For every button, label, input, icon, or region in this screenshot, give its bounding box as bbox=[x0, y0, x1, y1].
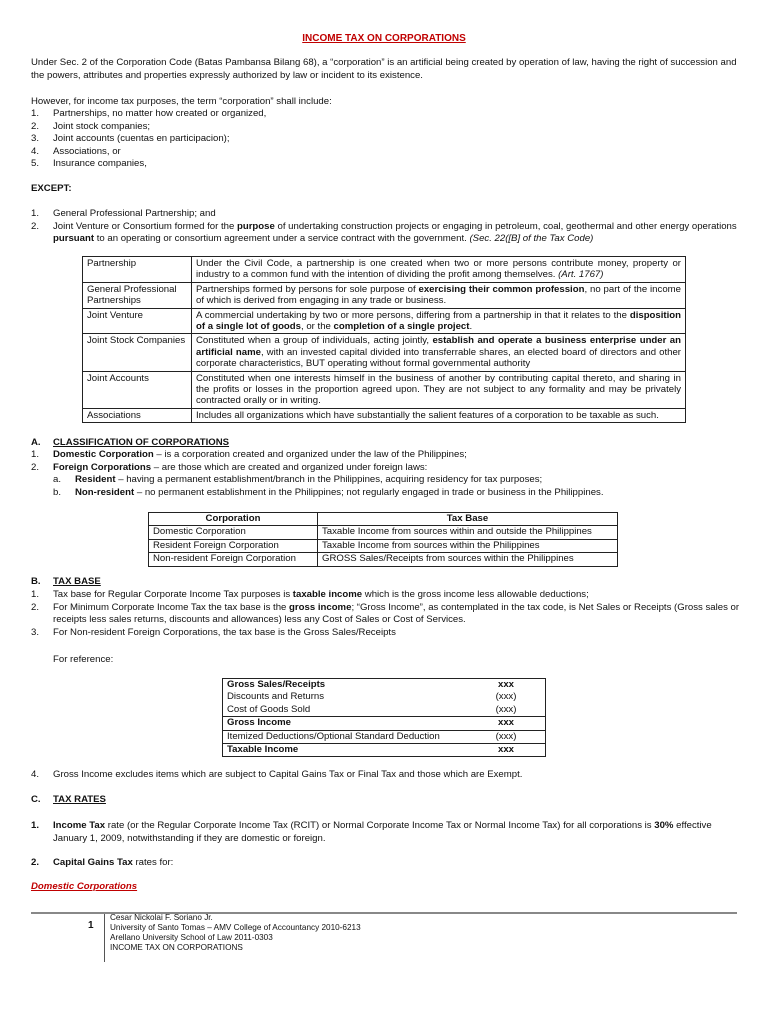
however-paragraph: However, for income tax purposes, the term “corporation” shall include: bbox=[31, 96, 332, 107]
definition-cell: Constituted when a group of individuals, acting jointly, establish and operate a business enterprise under an artificial name, with an invested capital divided into transferrable shares, an elected board of directors and other corporate characteristics, BUT operating without formal governmental authority bbox=[192, 334, 686, 371]
for-reference-label: For reference: bbox=[53, 654, 114, 665]
footer-line: INCOME TAX ON CORPORATIONS bbox=[110, 943, 243, 952]
table-cell: Taxable Income bbox=[223, 744, 468, 757]
amount-cell: xxx bbox=[467, 717, 546, 730]
term-cell: Joint Accounts bbox=[83, 371, 192, 408]
list-item: 4. Gross Income excludes items which are subject to Capital Gains Tax or Final Tax and those which are Exempt. bbox=[31, 769, 523, 780]
table-row bbox=[83, 408, 686, 422]
except-heading: EXCEPT: bbox=[31, 183, 72, 194]
definition-cell: Constituted when one interests himself in the business of another by contributing capital thereto, and sharing in the profits or losses in the proportion agreed upon. They are not subject to any formality and may be privately contracted orally or in writing. bbox=[192, 371, 686, 408]
table-row bbox=[83, 308, 686, 334]
list-item: 3. For Non-resident Foreign Corporations, the tax base is the Gross Sales/Receipts bbox=[31, 626, 396, 638]
amount-cell: xxx bbox=[497, 679, 514, 690]
table-row bbox=[83, 334, 686, 371]
definition-cell: Includes all organizations which have substantially the salient features of a corporation to be taxable as such. bbox=[192, 408, 686, 422]
footer-line: Arellano University School of Law 2011-0303 bbox=[110, 933, 273, 942]
table-cell: Gross Sales/Receipts bbox=[227, 679, 326, 690]
list-number: 5. bbox=[31, 158, 40, 170]
table-cell: Resident Foreign Corporation bbox=[149, 539, 318, 552]
table-row bbox=[149, 553, 618, 566]
list-text: Joint stock companies; bbox=[53, 120, 151, 132]
list-item: 1. Domestic Corporation – is a corporation created and organized under the law of the Philippines; bbox=[31, 449, 467, 460]
list-item bbox=[31, 121, 743, 134]
include-list bbox=[31, 108, 743, 171]
amount-cell: (xxx) bbox=[495, 703, 517, 715]
list-item: b. Non-resident – no permanent establishment in the Philippines; not regularly engaged in trade or business in the Philippines. bbox=[53, 486, 604, 498]
column-header: Tax Base bbox=[318, 513, 618, 526]
footer-separator bbox=[104, 914, 105, 962]
list-number: 4. bbox=[31, 145, 40, 157]
classification-list bbox=[31, 449, 743, 499]
amount-cell: (xxx) bbox=[495, 691, 517, 703]
table-cell: Taxable Income from sources within the Philippines bbox=[318, 539, 618, 552]
list-text: General Professional Partnership; and bbox=[53, 208, 216, 219]
footer-line: Cesar Nickolai F. Soriano Jr. bbox=[110, 913, 213, 922]
table-row bbox=[83, 257, 686, 283]
list-text: Partnerships, no matter how created or organized, bbox=[53, 108, 267, 119]
list-item bbox=[31, 108, 743, 121]
table-row bbox=[223, 717, 546, 730]
list-item: 2. For Minimum Corporate Income Tax the tax base is the gross income; “Gross Income”, as contemplated in the tax code, is Net Sales or Receipts (Gross sales or receipts less sales returns, discounts and allowances) less any Cost of Sales or Cost of Services. bbox=[31, 601, 740, 626]
table-header-row bbox=[149, 513, 618, 526]
section-b-heading: B. TAX BASE bbox=[31, 576, 101, 587]
footer-line: University of Santo Tomas – AMV College of Accountancy 2010-6213 bbox=[110, 923, 361, 932]
intro-paragraph: Under Sec. 2 of the Corporation Code (Batas Pambansa Bilang 68), a “corporation” is an artificial being created by operation of law, having the right of succession and the powers, attributes and properties expressly authorized by law or incident to its existence. bbox=[31, 57, 737, 81]
term-cell: Joint Stock Companies bbox=[83, 334, 192, 371]
table-row bbox=[223, 691, 546, 703]
term-cell: Joint Venture bbox=[83, 308, 192, 334]
list-text: Associations, or bbox=[53, 145, 121, 157]
definition-cell: A commercial undertaking by two or more persons, differing from a partnership in that it relates to the disposition of a single lot of goods, or the completion of a single project. bbox=[192, 308, 686, 334]
list-item bbox=[31, 158, 743, 171]
list-item: 2. Capital Gains Tax rates for: bbox=[31, 857, 174, 868]
table-row bbox=[83, 282, 686, 308]
table-cell: Discounts and Returns bbox=[227, 691, 325, 703]
table-row bbox=[223, 704, 546, 717]
table-cell: Cost of Goods Sold bbox=[227, 703, 311, 715]
tax-base-table bbox=[148, 512, 618, 567]
term-cell: General Professional Partnerships bbox=[83, 282, 192, 308]
table-cell: Non-resident Foreign Corporation bbox=[149, 553, 318, 566]
term-cell: Partnership bbox=[83, 257, 192, 283]
tax-base-list-continued bbox=[31, 769, 743, 782]
list-number: 3. bbox=[31, 133, 40, 145]
list-item: a. Resident – having a permanent establishment/branch in the Philippines, acquiring residency for tax purposes; bbox=[53, 474, 543, 486]
table-cell: GROSS Sales/Receipts from sources within the Philippines bbox=[318, 553, 618, 566]
list-number: 2. bbox=[31, 220, 40, 232]
table-row bbox=[83, 371, 686, 408]
table-cell: Itemized Deductions/Optional Standard Deduction bbox=[227, 730, 440, 742]
list-item bbox=[31, 221, 743, 246]
tax-base-list bbox=[31, 589, 743, 639]
domestic-corporations-subheading: Domestic Corporations bbox=[31, 881, 138, 892]
list-text: Joint Venture or Consortium formed for the purpose of undertaking construction projects or engaging in petroleum, coal, geothermal and other energy operations pursuant to an operating or consortium agreement under a service contract with the government. (Sec. 22([B] of the Tax Code) bbox=[53, 220, 737, 245]
table-row bbox=[149, 526, 618, 539]
amount-cell: xxx bbox=[467, 744, 546, 757]
reference-computation-table bbox=[222, 678, 546, 757]
definition-cell: Partnerships formed by persons for sole purpose of exercising their common profession, no part of the income of which is derived from engaging in any trade or business. bbox=[192, 282, 686, 308]
list-text: Insurance companies, bbox=[53, 158, 147, 170]
table-row bbox=[149, 539, 618, 552]
tax-rates-item-1 bbox=[31, 820, 743, 845]
list-item: 2. Foreign Corporations – are those which are created and organized under foreign laws: bbox=[31, 461, 428, 473]
footer-author-info bbox=[110, 913, 361, 953]
section-a-heading: A. CLASSIFICATION OF CORPORATIONS bbox=[31, 437, 230, 448]
table-row bbox=[223, 730, 546, 743]
list-item bbox=[31, 133, 743, 146]
except-list bbox=[31, 208, 743, 246]
table-row bbox=[223, 679, 546, 692]
section-c-heading: C. TAX RATES bbox=[31, 794, 106, 805]
list-item bbox=[31, 208, 743, 221]
list-number: 1. bbox=[31, 108, 40, 119]
definition-cell: Under the Civil Code, a partnership is one created when two or more persons contribute money, property or industry to a common fund with the intention of dividing the profit among themselves. (Art. 1767) bbox=[192, 257, 686, 283]
column-header: Corporation bbox=[149, 513, 318, 526]
table-cell: Domestic Corporation bbox=[149, 526, 318, 539]
term-cell: Associations bbox=[83, 408, 192, 422]
document-title: INCOME TAX ON CORPORATIONS bbox=[302, 33, 466, 44]
tax-rates-item-2 bbox=[31, 857, 743, 870]
amount-cell: (xxx) bbox=[495, 730, 517, 742]
page-number: 1 bbox=[88, 920, 94, 931]
list-item: 1. Income Tax rate (or the Regular Corporate Income Tax (RCIT) or Normal Corporate Income Tax or Normal Income Tax) for all corporations is 30% effective January 1, 2009, notwithstanding if they are domestic or foreign. bbox=[31, 820, 712, 844]
definitions-table bbox=[82, 256, 686, 423]
table-cell: Gross Income bbox=[223, 717, 468, 730]
list-number: 2. bbox=[31, 120, 40, 132]
list-item: 1. Tax base for Regular Corporate Income Tax purposes is taxable income which is the gross income less allowable deductions; bbox=[31, 589, 589, 600]
list-number: 1. bbox=[31, 208, 40, 219]
list-item bbox=[31, 146, 743, 159]
table-cell: Taxable Income from sources within and outside the Philippines bbox=[318, 526, 618, 539]
table-row bbox=[223, 744, 546, 757]
list-text: Joint accounts (cuentas en participacion); bbox=[53, 133, 230, 145]
